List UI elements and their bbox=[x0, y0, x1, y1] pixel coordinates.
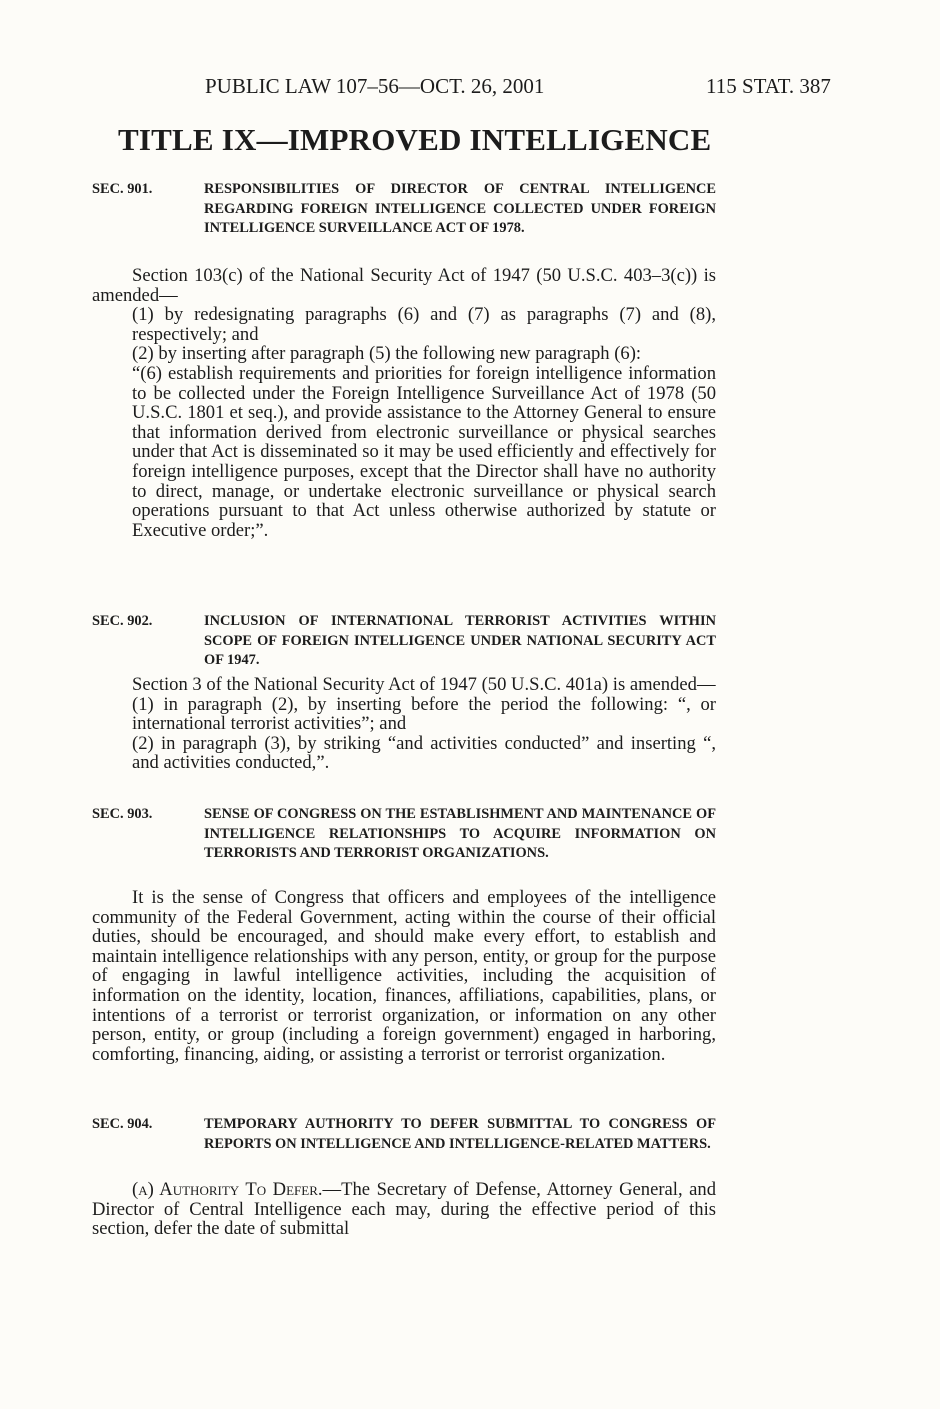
statute-page-number: 115 STAT. 387 bbox=[706, 74, 831, 98]
section-title: SENSE OF CONGRESS ON THE ESTABLISHMENT AND MAINTENANCE OF INTELLIGENCE RELATIONSHIPS TO ACQUIRE INFORMATION ON TERRORISTS AND TERRORIST ORGANIZATIONS. bbox=[204, 806, 716, 861]
amendment-item-text: (1) by redesignating paragraphs (6) and (7) as paragraphs (7) and (8), respectively; and bbox=[132, 304, 716, 345]
section-902-body bbox=[92, 675, 716, 773]
amendment-item: (1) in paragraph (2), by inserting before the period the following: “, or international terrorist activities”; and bbox=[132, 693, 716, 735]
subsection-a-heading: (a) Authority To Defer. bbox=[132, 1179, 323, 1200]
section-901-body bbox=[92, 266, 716, 540]
public-law-citation: PUBLIC LAW 107–56—OCT. 26, 2001 bbox=[205, 74, 545, 98]
inserted-paragraph: “(6) establish requirements and priorities for foreign intelligence information to be collected under the Foreign Intelligence Surveillance Act of 1978 (50 U.S.C. 1801 et seq.), and provide assistance to the Attorney General to ensure that information derived from electronic surveillance or physical searches under that Act is disseminated so it may be used efficiently and effectively for foreign intelligence purposes, except that the Director shall have no authority to direct, manage, or undertake electronic surveillance or physical search operations pursuant to that Act unless otherwise authorized by statute or Executive order;”. bbox=[132, 362, 716, 541]
section-903-heading bbox=[92, 805, 716, 864]
section-number: SEC. 901. bbox=[92, 181, 153, 197]
section-title: RESPONSIBILITIES OF DIRECTOR OF CENTRAL INTELLIGENCE REGARDING FOREIGN INTELLIGENCE COLLECTED UNDER FOREIGN INTELLIGENCE SURVEILLANCE ACT OF 1978. bbox=[204, 181, 716, 236]
section-title: INCLUSION OF INTERNATIONAL TERRORIST ACTIVITIES WITHIN SCOPE OF FOREIGN INTELLIGENCE UNDER NATIONAL SECURITY ACT OF 1947. bbox=[204, 613, 716, 668]
subsection-a bbox=[92, 1180, 716, 1239]
subsection-a-text: —The Secretary of Defense, Attorney General, and Director of Central Intelligence each may, during the effective period of this section, defer the date of submittal bbox=[92, 1179, 716, 1240]
section-903-body bbox=[92, 888, 716, 1064]
section-number: SEC. 903. bbox=[92, 806, 153, 822]
sense-of-congress-text: It is the sense of Congress that officers and employees of the intelligence community of the Federal Government, acting within the course of their official duties, should be encouraged, and should make every effort, to establish and maintain intelligence relationships with any person, entity, or group for the purpose of engaging in lawful intelligence activities, including the acquisition of information on the identity, location, finances, affiliations, capabilities, plans, or intentions of a terrorist or terrorist organization, or information on any other person, entity, or group (including a foreign government) engaged in harboring, comforting, financing, aiding, or assisting a terrorist or terrorist organization. bbox=[92, 887, 716, 1065]
amendment-item: (2) in paragraph (3), by striking “and activities conducted” and inserting “, and activities conducted,”. bbox=[132, 732, 716, 774]
section-901-heading bbox=[92, 180, 716, 239]
amendment-item-text: (2) by inserting after paragraph (5) the following new paragraph (6): bbox=[132, 343, 642, 365]
section-intro: Section 3 of the National Security Act of 1947 (50 U.S.C. 401a) is amended— bbox=[132, 674, 716, 695]
section-904-body bbox=[92, 1180, 716, 1239]
section-intro: Section 103(c) of the National Security Act of 1947 (50 U.S.C. 403–3(c)) is amended— bbox=[92, 265, 716, 306]
section-number: SEC. 902. bbox=[92, 613, 153, 629]
section-title: TEMPORARY AUTHORITY TO DEFER SUBMITTAL TO CONGRESS OF REPORTS ON INTELLIGENCE AND INTELLIGENCE-RELATED MATTERS. bbox=[204, 1116, 716, 1152]
amendment-item bbox=[92, 344, 716, 364]
section-904-heading bbox=[92, 1115, 716, 1154]
amendment-item bbox=[92, 305, 716, 344]
section-902-heading bbox=[92, 612, 716, 671]
running-head bbox=[0, 74, 940, 104]
title-heading: TITLE IX—IMPROVED INTELLIGENCE bbox=[118, 122, 712, 157]
section-number: SEC. 904. bbox=[92, 1116, 153, 1132]
